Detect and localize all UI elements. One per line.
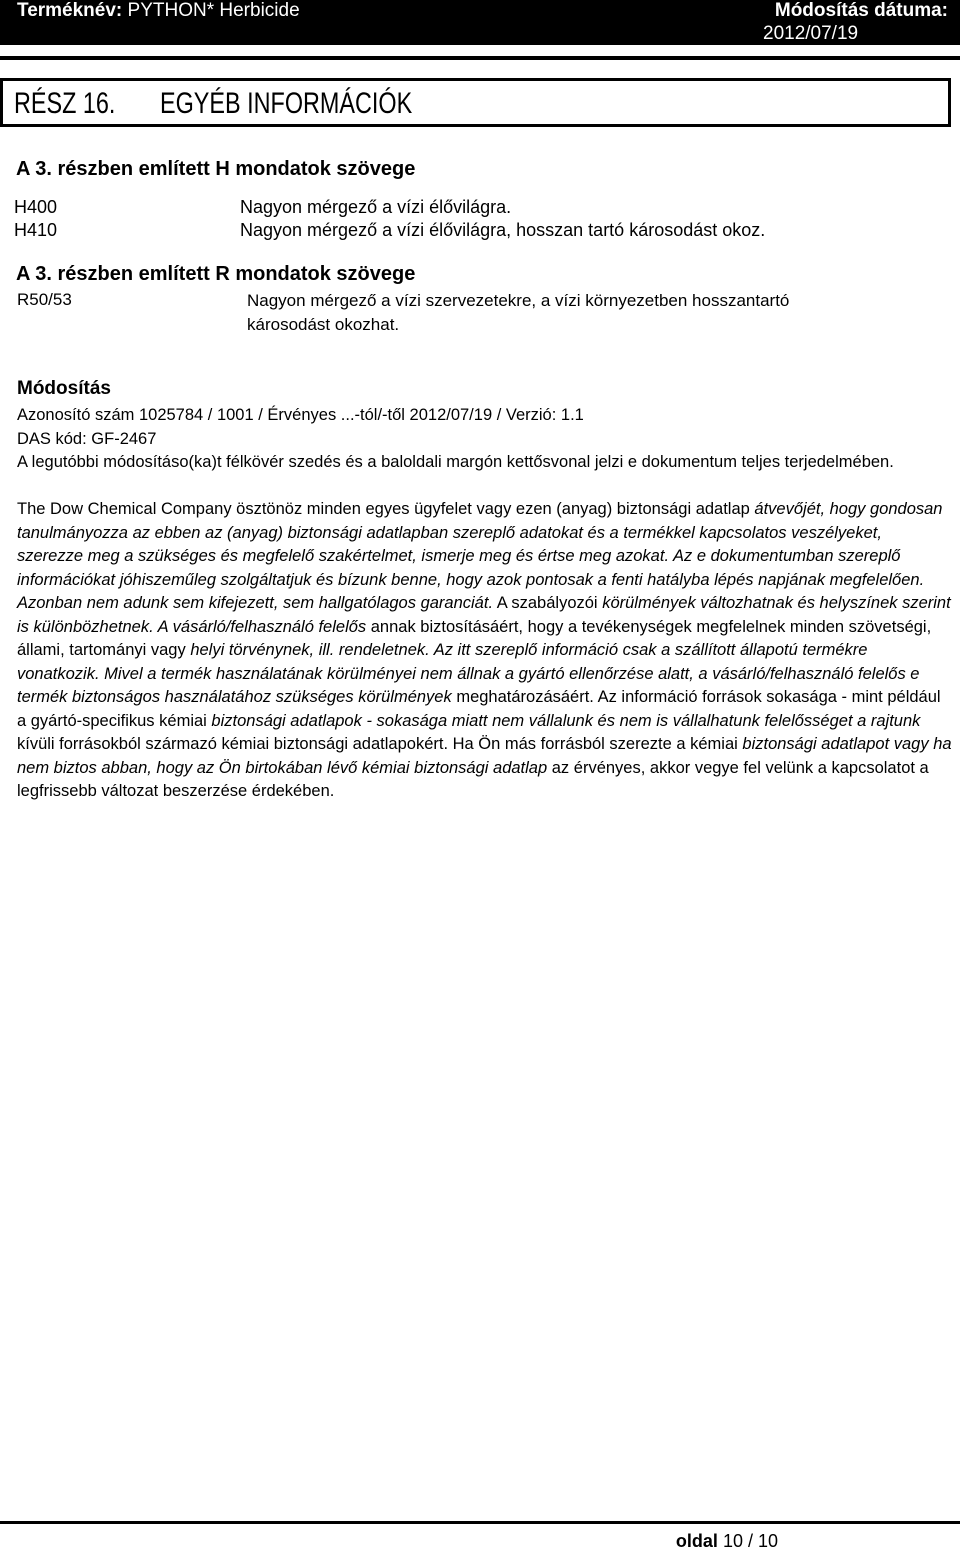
revision-date-label: Módosítás dátuma:: [774, 0, 948, 21]
page-value: 10 / 10: [722, 1531, 778, 1551]
disclaimer-text: meghatározásáért.: [451, 688, 594, 706]
disclaimer-text: The Dow Chemical Company ösztönöz minden egyes ügyfelet vagy ezen (anyag) biztonsági adatlap: [17, 500, 755, 518]
das-code-line: DAS kód: GF-2467: [17, 429, 157, 448]
h-statement-text: Nagyon mérgező a vízi élővilágra, hosszan tartó károsodást okoz.: [240, 220, 766, 240]
disclaimer-text: kívüli forrásokból származó kémiai biztonsági adatlapokért. Ha Ön más forrásból szerezte a kémiai: [17, 735, 743, 753]
footer-divider: [0, 1521, 960, 1524]
h-code: H400: [14, 197, 58, 217]
r-statements-heading: A 3. részben említett R mondatok szövege: [16, 263, 416, 285]
disclaimer-paragraph: [17, 498, 952, 804]
product-label: Terméknév:: [17, 0, 123, 21]
r-statement-line1: Nagyon mérgező a vízi szervezetekre, a vízi környezetben hosszantartó: [247, 291, 790, 310]
revision-heading: Módosítás: [17, 378, 111, 399]
disclaimer-text: az érvényes, akkor vegye fel velünk a kapcsolatot a legfrissebb változat beszerzése érdekében.: [17, 758, 929, 800]
disclaimer-text: Azonban nem adunk sem kifejezett, sem hallgatólagos garanciát.: [17, 594, 494, 612]
product-name: PYTHON* Herbicide: [127, 0, 300, 21]
h-statement-text: Nagyon mérgező a vízi élővilágra.: [240, 197, 512, 217]
disclaimer-text: helyi törvénynek, ill. rendeletnek.: [190, 641, 430, 659]
disclaimer-text: A vásárló/felhasználó felelős: [153, 617, 367, 636]
page-number: [676, 1530, 778, 1552]
disclaimer-text: Az e dokumentumban szereplő információkat jóhiszeműleg szolgáltatjuk és bízunk benne, hogy azok pontosak a fenti hatályba lépés napjának megfelelően.: [17, 547, 925, 589]
h-statements-heading: A 3. részben említett H mondatok szövege: [16, 158, 416, 180]
product-line: [17, 0, 300, 22]
r-code: R50/53: [17, 290, 72, 309]
header-divider: [0, 56, 960, 60]
disclaimer-text: biztonsági adatlapok - sokasága miatt nem vállalunk és nem is vállalhatunk felelősséget a rajtunk: [211, 711, 921, 730]
r-statement-line2: károsodást okozhat.: [247, 315, 400, 334]
section-title: EGYÉB INFORMÁCIÓK: [160, 87, 413, 120]
section-title-box: [0, 78, 951, 127]
revision-date: 2012/07/19: [763, 23, 859, 44]
revision-id-line: Azonosító szám 1025784 / 1001 / Érvényes ...-tól/-től 2012/07/19 / Verzió: 1.1: [17, 406, 584, 424]
revision-details: [17, 404, 952, 475]
disclaimer-text: Az információ források sokasága - mint például a gyártó-specifikus kémiai: [17, 688, 941, 730]
page-header: [0, 0, 960, 45]
disclaimer-text: körülmények változhatnak és helyszínek szerint is különbözhetnek.: [17, 594, 951, 636]
disclaimer-text: A szabályozói: [493, 594, 603, 612]
disclaimer-text: Mivel a termék használatának körülményei nem állnak a gyártó ellenőrzése alatt, a vásárló/felhasználó felelős e termék biztonságos használatához szükséges körülmények: [17, 664, 920, 706]
disclaimer-text: annak biztosításáért, hogy a tevékenységek megfelelnek minden szövetségi, állami, tartományi vagy: [17, 617, 932, 659]
page-label: oldal: [675, 1531, 718, 1551]
section-number: RÉSZ 16.: [14, 87, 116, 120]
disclaimer-text: Az itt szereplő információ csak a szállított állapotú termékre vonatkozik.: [17, 641, 868, 683]
disclaimer-text: biztonsági adatlapot vagy ha nem biztos abban, hogy az Ön birtokában lévő kémiai biztonsági adatlap: [17, 735, 952, 777]
revision-note: A legutóbbi módosításo(ka)t félkövér szedés és a baloldali margón kettősvonal jelzi e dokumentum teljes terjedelmében.: [17, 453, 894, 471]
disclaimer-text: átvevőjét, hogy gondosan tanulmányozza az ebben az (anyag) biztonsági adatlapban szereplő adatokat és a termékkel kapcsolatos veszélyeket, szerezze meg a szükséges és megfelelő szakértelmet, ismerje meg és értse meg azokat.: [17, 500, 943, 565]
h-code: H410: [14, 220, 58, 240]
